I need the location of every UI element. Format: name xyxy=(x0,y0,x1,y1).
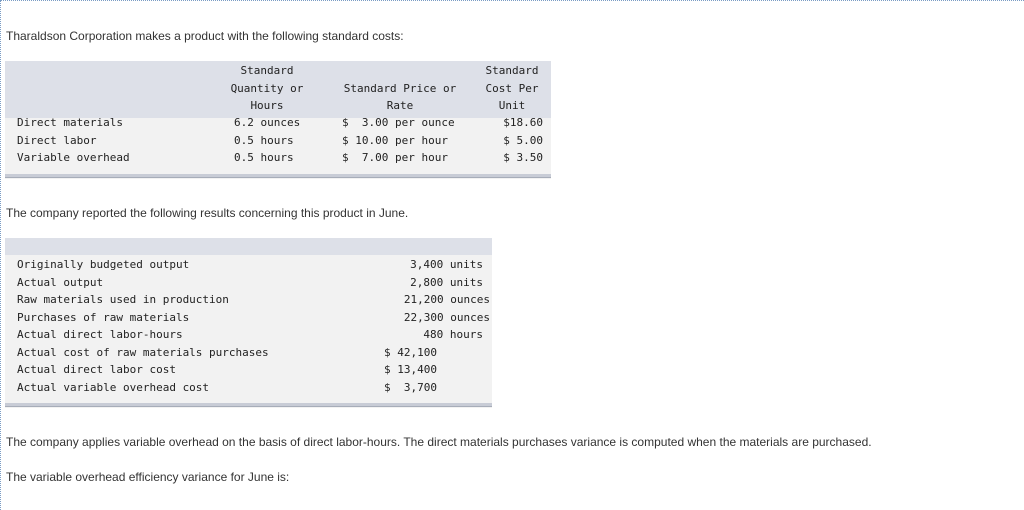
table-footer-rule xyxy=(5,174,551,178)
row-label-variable-overhead: Variable overhead xyxy=(17,151,130,164)
header-price xyxy=(330,80,470,115)
header-cost-line2: Cost Per xyxy=(485,81,539,95)
result-label-purchases-raw-materials: Purchases of raw materials xyxy=(17,310,190,324)
result-value-budgeted-output: 3,400 units xyxy=(410,258,483,271)
header-quantity-line1: Standard xyxy=(240,64,294,77)
header-price-line2: Rate xyxy=(386,99,414,112)
header-cost-line1: Standard xyxy=(485,64,539,77)
row-cost-direct-labor: $ 5.00 xyxy=(503,133,543,147)
june-results-table xyxy=(5,238,492,408)
standard-costs-table xyxy=(5,61,551,179)
result-value-direct-labor-hours: 480 hours xyxy=(423,328,483,341)
row-price-direct-labor: $ 10.00 per hour xyxy=(342,133,448,147)
row-quantity-variable-overhead: 0.5 hours xyxy=(234,151,294,164)
intro-text: Tharaldson Corporation makes a product with the following standard costs: xyxy=(6,29,404,43)
result-label-raw-materials-cost: Actual cost of raw materials purchases xyxy=(17,345,269,359)
overhead-basis-note: The company applies variable overhead on the basis of direct labor-hours. The direct materials purchases variance is computed when the materials are purchased. xyxy=(6,435,872,449)
result-value-raw-materials-cost: $ 42,100 xyxy=(384,345,437,359)
row-price-variable-overhead: $ 7.00 per hour xyxy=(342,151,448,164)
result-value-variable-overhead-cost: $ 3,700 xyxy=(384,380,437,394)
result-value-purchases-raw-materials: 22,300 ounces xyxy=(403,310,490,324)
result-value-direct-labor-cost: $ 13,400 xyxy=(384,363,437,376)
row-quantity-direct-labor: 0.5 hours xyxy=(234,133,294,147)
header-cost xyxy=(475,62,549,115)
results-intro-text: The company reported the following results concerning this product in June. xyxy=(6,206,409,220)
result-label-direct-labor-hours: Actual direct labor-hours xyxy=(17,328,183,341)
row-label-direct-materials: Direct materials xyxy=(17,116,123,129)
header-price-line1: Standard Price or xyxy=(343,81,457,95)
table-footer-rule xyxy=(5,403,492,407)
result-label-actual-output: Actual output xyxy=(17,275,104,289)
header-quantity xyxy=(220,62,314,115)
row-quantity-direct-materials: 6.2 ounces xyxy=(234,116,301,129)
header-cost-line3: Unit xyxy=(498,99,526,112)
row-label-direct-labor: Direct labor xyxy=(17,133,97,147)
question-text: The variable overhead efficiency variance for June is: xyxy=(6,470,290,484)
result-value-actual-output: 2,800 units xyxy=(410,275,483,289)
result-label-direct-labor-cost: Actual direct labor cost xyxy=(17,363,176,376)
result-value-raw-materials-used: 21,200 ounces xyxy=(403,293,490,306)
result-label-variable-overhead-cost: Actual variable overhead cost xyxy=(17,380,210,394)
header-quantity-line3: Hours xyxy=(250,99,284,112)
row-price-direct-materials: $ 3.00 per ounce xyxy=(342,116,455,129)
row-cost-variable-overhead: $ 3.50 xyxy=(503,151,543,164)
result-label-raw-materials-used: Raw materials used in production xyxy=(17,293,229,306)
table-header-band xyxy=(5,238,492,255)
header-quantity-line2: Quantity or xyxy=(230,81,304,95)
row-cost-direct-materials: $18.60 xyxy=(503,116,543,129)
result-label-budgeted-output: Originally budgeted output xyxy=(17,258,190,271)
